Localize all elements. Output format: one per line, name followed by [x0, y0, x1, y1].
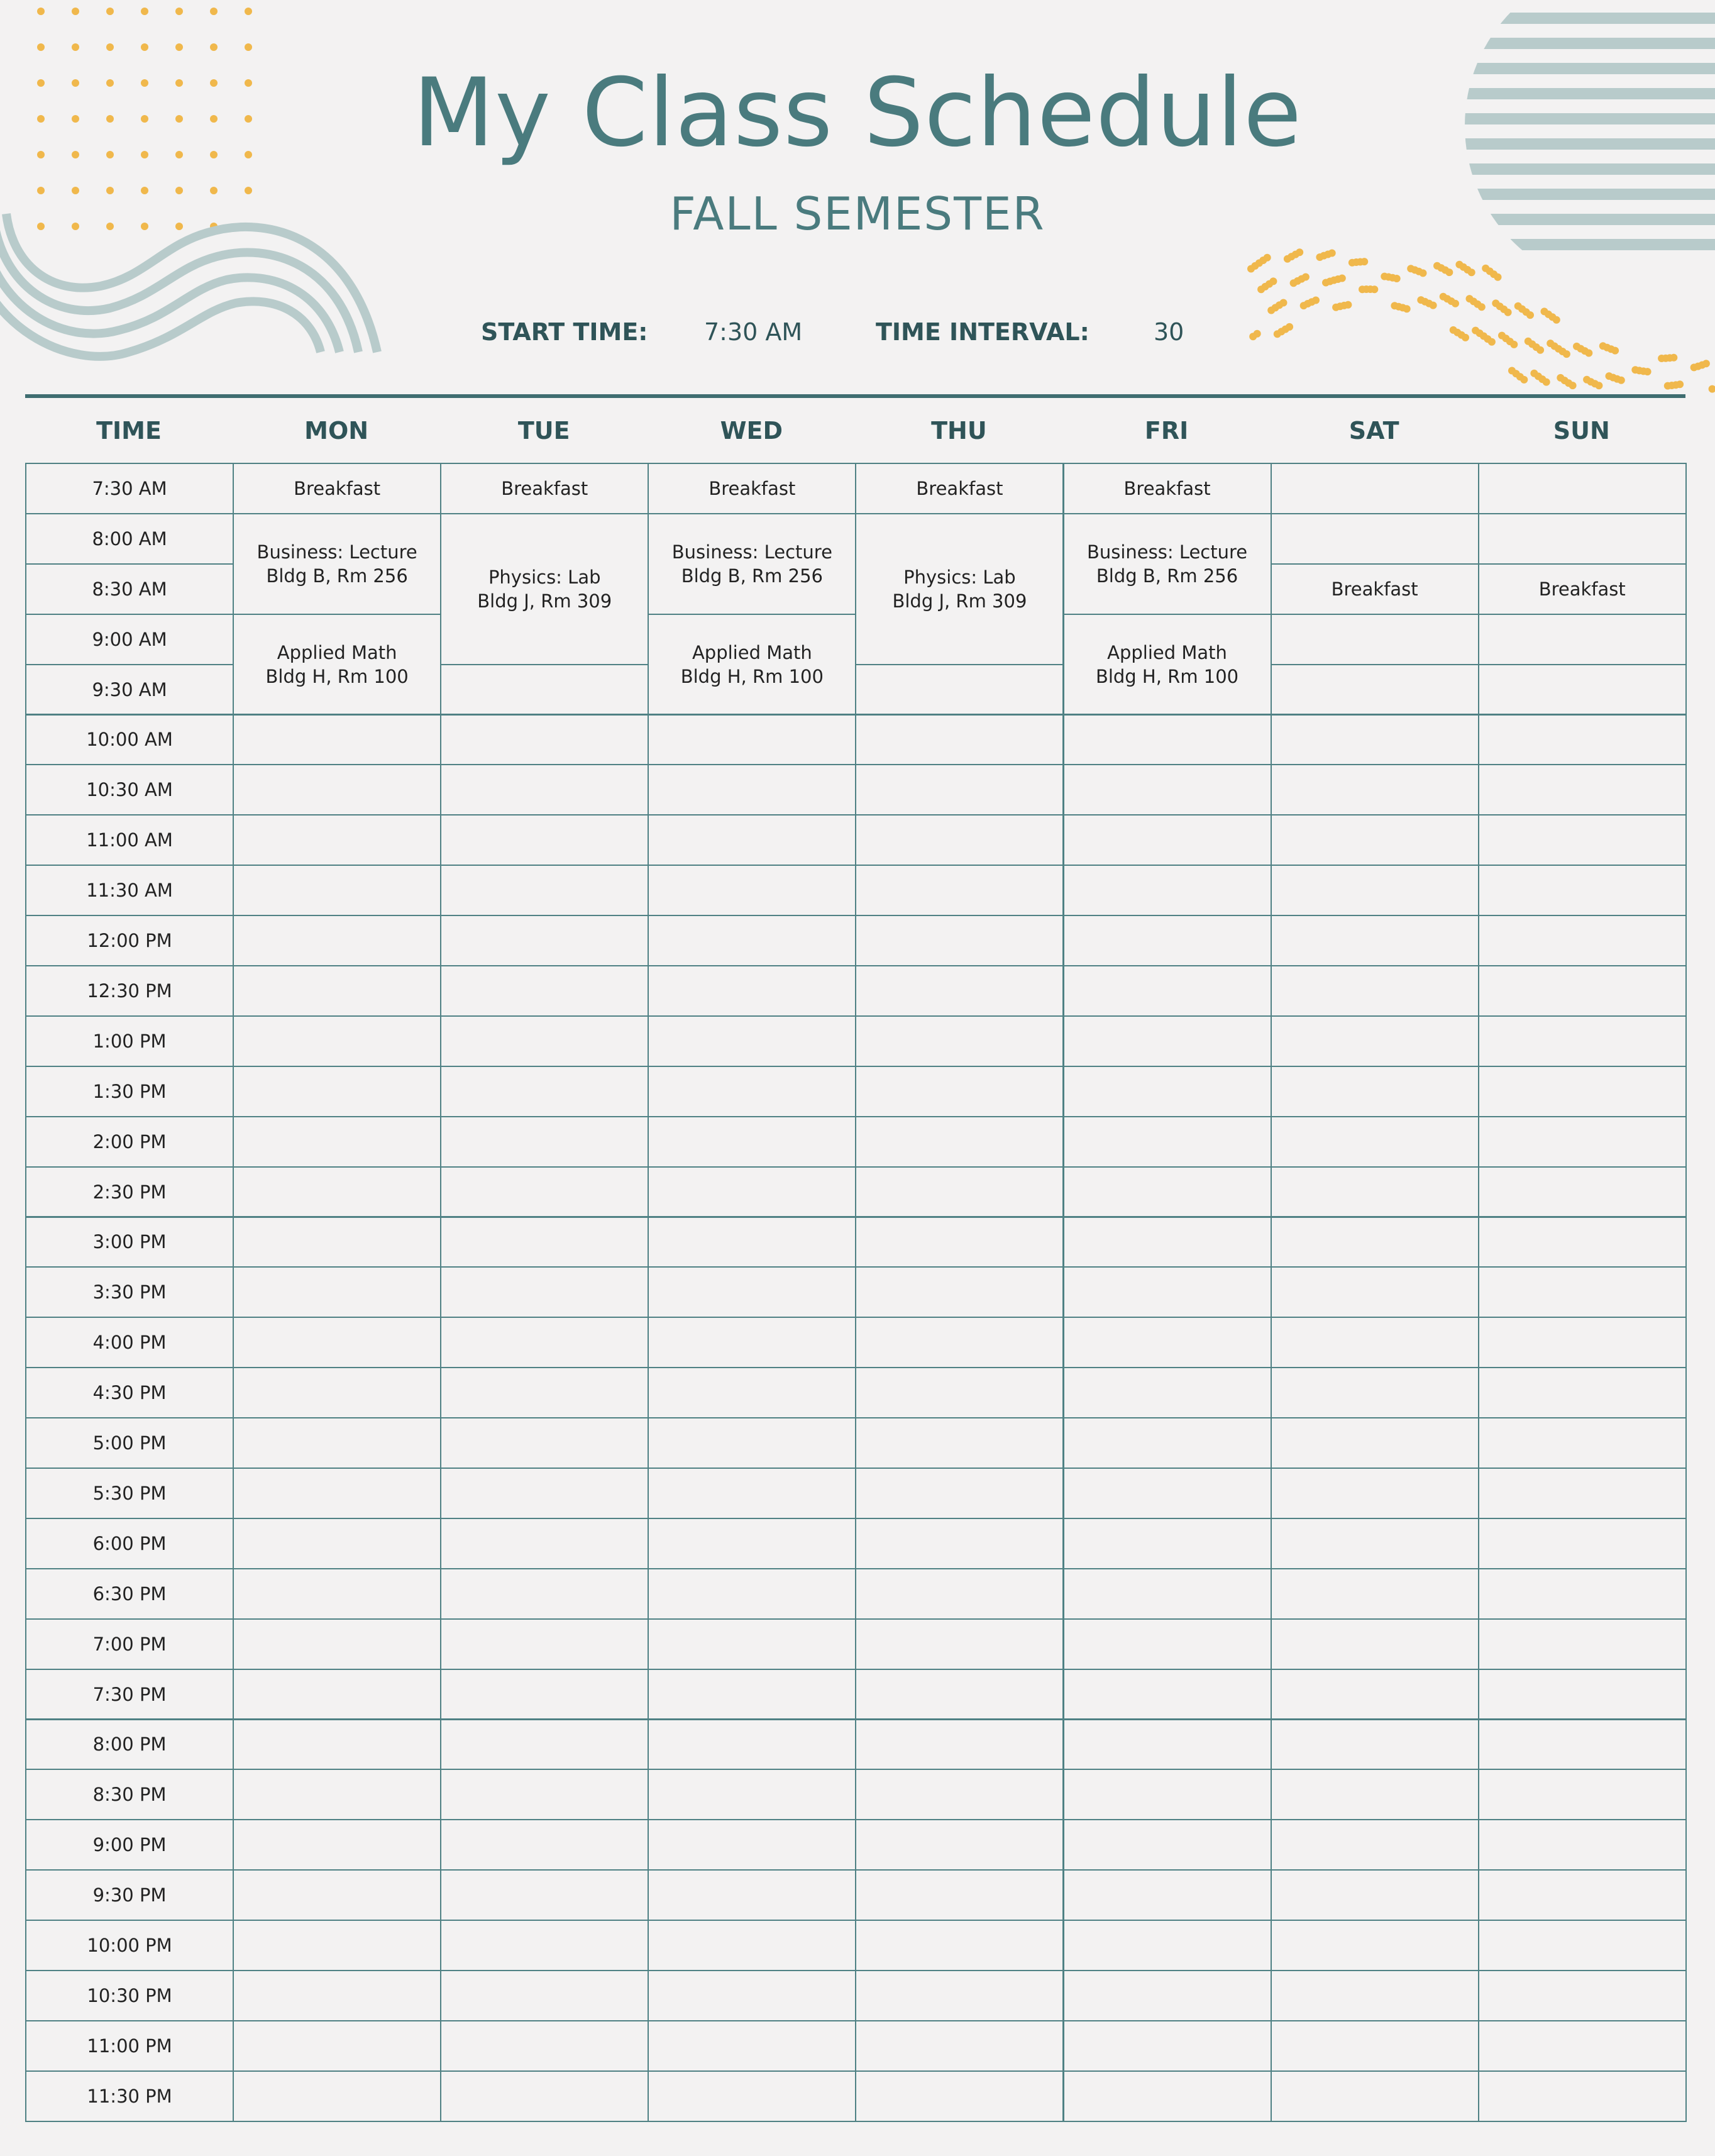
empty-schedule-cell[interactable]: [1271, 1819, 1479, 1871]
schedule-event[interactable]: [1063, 614, 1272, 716]
empty-schedule-cell[interactable]: [440, 1317, 649, 1368]
empty-schedule-cell[interactable]: [648, 1217, 856, 1268]
empty-schedule-cell[interactable]: [855, 1266, 1064, 1318]
empty-schedule-cell[interactable]: [648, 1066, 856, 1117]
column-header-time: TIME: [96, 417, 162, 445]
empty-schedule-cell[interactable]: [855, 1769, 1064, 1820]
empty-schedule-cell[interactable]: [1478, 814, 1687, 866]
empty-schedule-cell[interactable]: [233, 1468, 441, 1519]
empty-schedule-cell[interactable]: [1478, 1417, 1687, 1469]
empty-schedule-cell[interactable]: [855, 865, 1064, 916]
event-title: Physics: Lab: [488, 566, 601, 588]
schedule-event[interactable]: [1063, 463, 1272, 514]
time-slot-label: 10:00 PM: [25, 1920, 234, 1971]
empty-schedule-cell[interactable]: [1271, 1468, 1479, 1519]
page-subtitle: FALL SEMESTER: [670, 187, 1045, 240]
empty-schedule-cell[interactable]: [440, 1618, 649, 1670]
empty-schedule-cell[interactable]: [440, 1367, 649, 1418]
empty-schedule-cell[interactable]: [1271, 1518, 1479, 1569]
empty-schedule-cell[interactable]: [648, 2020, 856, 2072]
empty-schedule-cell[interactable]: [1063, 1518, 1272, 1569]
empty-schedule-cell[interactable]: [855, 1920, 1064, 1971]
empty-schedule-cell[interactable]: [233, 1819, 441, 1871]
event-location: Bldg H, Rm 100: [265, 665, 409, 687]
empty-schedule-cell[interactable]: [648, 1970, 856, 2021]
empty-schedule-cell[interactable]: [855, 1468, 1064, 1519]
empty-schedule-cell[interactable]: [1063, 1920, 1272, 1971]
start-time-value[interactable]: 7:30 AM: [704, 318, 803, 346]
empty-schedule-cell[interactable]: [648, 1367, 856, 1418]
empty-schedule-cell[interactable]: [1271, 1568, 1479, 1620]
schedule-event[interactable]: [233, 513, 441, 615]
empty-schedule-cell[interactable]: [1063, 965, 1272, 1017]
empty-schedule-cell[interactable]: [1478, 1769, 1687, 1820]
event-title: Breakfast: [916, 477, 1003, 499]
empty-schedule-cell[interactable]: [440, 1015, 649, 1067]
empty-schedule-cell[interactable]: [233, 1869, 441, 1921]
event-title: Breakfast: [1123, 477, 1211, 499]
empty-schedule-cell[interactable]: [855, 965, 1064, 1017]
empty-schedule-cell[interactable]: [855, 915, 1064, 966]
empty-schedule-cell[interactable]: [1063, 814, 1272, 866]
empty-schedule-cell[interactable]: [1063, 1719, 1272, 1771]
empty-schedule-cell[interactable]: [440, 1166, 649, 1218]
empty-schedule-cell[interactable]: [440, 2020, 649, 2072]
time-slot-label: 9:30 AM: [25, 664, 234, 716]
empty-schedule-cell[interactable]: [1478, 714, 1687, 766]
empty-schedule-cell[interactable]: [648, 764, 856, 815]
schedule-event[interactable]: [440, 513, 649, 665]
empty-schedule-cell[interactable]: [1063, 1417, 1272, 1469]
empty-schedule-cell[interactable]: [1271, 965, 1479, 1017]
empty-schedule-cell[interactable]: [1271, 1266, 1479, 1318]
empty-schedule-cell[interactable]: [855, 1066, 1064, 1117]
empty-schedule-cell[interactable]: [855, 1116, 1064, 1168]
empty-schedule-cell[interactable]: [1478, 1266, 1687, 1318]
event-location: Bldg B, Rm 256: [681, 565, 823, 587]
empty-schedule-cell[interactable]: [1063, 1970, 1272, 2021]
empty-schedule-cell[interactable]: [1478, 1518, 1687, 1569]
time-slot-label: 11:00 AM: [25, 814, 234, 866]
empty-schedule-cell[interactable]: [440, 1266, 649, 1318]
empty-schedule-cell[interactable]: [1271, 764, 1479, 815]
empty-schedule-cell[interactable]: [233, 1217, 441, 1268]
empty-schedule-cell[interactable]: [1271, 865, 1479, 916]
event-location: Bldg H, Rm 100: [680, 665, 824, 687]
column-header-thu: THU: [931, 417, 987, 445]
event-location: Bldg J, Rm 309: [477, 590, 612, 612]
empty-schedule-cell[interactable]: [1478, 915, 1687, 966]
time-slot-label: 8:00 AM: [25, 513, 234, 565]
empty-schedule-cell[interactable]: [648, 1518, 856, 1569]
event-title: Breakfast: [1331, 578, 1418, 600]
empty-schedule-cell[interactable]: [440, 1719, 649, 1771]
empty-schedule-cell[interactable]: [233, 2020, 441, 2072]
empty-schedule-cell[interactable]: [648, 1669, 856, 1720]
time-slot-label: 4:00 PM: [25, 1317, 234, 1368]
empty-schedule-cell[interactable]: [1271, 1015, 1479, 1067]
empty-schedule-cell[interactable]: [233, 1518, 441, 1569]
empty-schedule-cell[interactable]: [1271, 915, 1479, 966]
empty-schedule-cell[interactable]: [1271, 714, 1479, 766]
time-slot-label: 3:00 PM: [25, 1217, 234, 1268]
time-slot-label: 6:30 PM: [25, 1568, 234, 1620]
empty-schedule-cell[interactable]: [855, 1317, 1064, 1368]
time-slot-label: 11:30 AM: [25, 865, 234, 916]
empty-schedule-cell[interactable]: [1271, 814, 1479, 866]
time-slot-label: 7:00 PM: [25, 1618, 234, 1670]
event-title: Business: Lecture: [671, 541, 832, 563]
empty-schedule-cell[interactable]: [440, 1769, 649, 1820]
column-header-fri: FRI: [1144, 417, 1189, 445]
empty-schedule-cell[interactable]: [648, 1618, 856, 1670]
empty-schedule-cell[interactable]: [233, 1568, 441, 1620]
empty-schedule-cell[interactable]: [1271, 2020, 1479, 2072]
column-header-wed: WED: [720, 417, 783, 445]
time-slot-label: 9:00 AM: [25, 614, 234, 665]
empty-schedule-cell[interactable]: [1063, 2070, 1272, 2122]
empty-schedule-cell[interactable]: [648, 1417, 856, 1469]
empty-schedule-cell[interactable]: [1478, 1468, 1687, 1519]
empty-schedule-cell[interactable]: [648, 1819, 856, 1871]
empty-schedule-cell[interactable]: [233, 865, 441, 916]
empty-schedule-cell[interactable]: [1063, 1468, 1272, 1519]
empty-schedule-cell[interactable]: [233, 1719, 441, 1771]
empty-schedule-cell[interactable]: [440, 1468, 649, 1519]
schedule-event[interactable]: [648, 463, 856, 514]
column-header-mon: MON: [304, 417, 369, 445]
event-location: Bldg H, Rm 100: [1095, 665, 1239, 687]
empty-schedule-cell[interactable]: [1063, 1568, 1272, 1620]
empty-schedule-cell[interactable]: [1478, 1869, 1687, 1921]
empty-schedule-cell[interactable]: [1478, 1166, 1687, 1218]
empty-schedule-cell[interactable]: [233, 1769, 441, 1820]
empty-schedule-cell[interactable]: [1063, 1669, 1272, 1720]
empty-schedule-cell[interactable]: [1063, 915, 1272, 966]
time-slot-label: 12:00 PM: [25, 915, 234, 966]
time-slot-label: 11:00 PM: [25, 2020, 234, 2072]
empty-schedule-cell[interactable]: [233, 1417, 441, 1469]
time-slot-label: 8:30 PM: [25, 1769, 234, 1820]
event-title: Applied Math: [1107, 641, 1227, 663]
empty-schedule-cell[interactable]: [1063, 1618, 1272, 1670]
empty-schedule-cell[interactable]: [855, 1518, 1064, 1569]
empty-schedule-cell[interactable]: [233, 1116, 441, 1168]
empty-schedule-cell[interactable]: [855, 1217, 1064, 1268]
empty-schedule-cell[interactable]: [648, 714, 856, 766]
event-title: Breakfast: [1538, 578, 1626, 600]
time-slot-label: 6:00 PM: [25, 1518, 234, 1569]
empty-schedule-cell[interactable]: [648, 1266, 856, 1318]
empty-schedule-cell[interactable]: [1478, 1669, 1687, 1720]
empty-schedule-cell[interactable]: [855, 1719, 1064, 1771]
column-header-sat: SAT: [1348, 417, 1399, 445]
time-slot-label: 4:30 PM: [25, 1367, 234, 1418]
empty-schedule-cell[interactable]: [440, 1819, 649, 1871]
time-interval-label: TIME INTERVAL:: [876, 318, 1089, 346]
empty-schedule-cell[interactable]: [648, 1869, 856, 1921]
empty-schedule-cell[interactable]: [648, 1116, 856, 1168]
empty-schedule-cell[interactable]: [1063, 1769, 1272, 1820]
empty-schedule-cell[interactable]: [1271, 1618, 1479, 1670]
empty-schedule-cell[interactable]: [440, 965, 649, 1017]
empty-schedule-cell[interactable]: [233, 714, 441, 766]
empty-schedule-cell[interactable]: [855, 1568, 1064, 1620]
empty-schedule-cell[interactable]: [855, 1417, 1064, 1469]
time-slot-label: 9:00 PM: [25, 1819, 234, 1871]
start-time-label: START TIME:: [481, 318, 648, 346]
event-location: Bldg J, Rm 309: [892, 590, 1027, 612]
empty-schedule-cell[interactable]: [855, 1970, 1064, 2021]
empty-schedule-cell[interactable]: [1478, 463, 1687, 514]
empty-schedule-cell[interactable]: [648, 1015, 856, 1067]
empty-schedule-cell[interactable]: [1478, 2020, 1687, 2072]
empty-schedule-cell[interactable]: [855, 764, 1064, 815]
schedule-event[interactable]: [1271, 563, 1479, 615]
empty-schedule-cell[interactable]: [1478, 1970, 1687, 2021]
empty-schedule-cell[interactable]: [440, 915, 649, 966]
empty-schedule-cell[interactable]: [440, 1869, 649, 1921]
empty-schedule-cell[interactable]: [1478, 664, 1687, 716]
time-slot-label: 8:30 AM: [25, 563, 234, 615]
empty-schedule-cell[interactable]: [648, 1568, 856, 1620]
time-slot-label: 5:00 PM: [25, 1417, 234, 1469]
empty-schedule-cell[interactable]: [440, 764, 649, 815]
empty-schedule-cell[interactable]: [1063, 1116, 1272, 1168]
empty-schedule-cell[interactable]: [233, 1266, 441, 1318]
empty-schedule-cell[interactable]: [440, 714, 649, 766]
event-title: Business: Lecture: [1086, 541, 1248, 563]
event-title: Breakfast: [294, 477, 381, 499]
event-location: Bldg B, Rm 256: [266, 565, 408, 587]
empty-schedule-cell[interactable]: [1478, 1317, 1687, 1368]
empty-schedule-cell[interactable]: [855, 714, 1064, 766]
empty-schedule-cell[interactable]: [1063, 1015, 1272, 1067]
empty-schedule-cell[interactable]: [233, 1317, 441, 1368]
empty-schedule-cell[interactable]: [1271, 1669, 1479, 1720]
empty-schedule-cell[interactable]: [855, 1618, 1064, 1670]
empty-schedule-cell[interactable]: [1478, 1568, 1687, 1620]
empty-schedule-cell[interactable]: [440, 1066, 649, 1117]
empty-schedule-cell[interactable]: [1271, 1217, 1479, 1268]
time-slot-label: 1:30 PM: [25, 1066, 234, 1117]
empty-schedule-cell[interactable]: [1271, 1869, 1479, 1921]
empty-schedule-cell[interactable]: [648, 2070, 856, 2122]
time-slot-label: 3:30 PM: [25, 1266, 234, 1318]
empty-schedule-cell[interactable]: [1478, 2070, 1687, 2122]
empty-schedule-cell[interactable]: [1478, 865, 1687, 916]
event-title: Applied Math: [277, 641, 397, 663]
empty-schedule-cell[interactable]: [1063, 714, 1272, 766]
empty-schedule-cell[interactable]: [233, 1066, 441, 1117]
empty-schedule-cell[interactable]: [1271, 1769, 1479, 1820]
empty-schedule-cell[interactable]: [1063, 2020, 1272, 2072]
empty-schedule-cell[interactable]: [648, 1769, 856, 1820]
empty-schedule-cell[interactable]: [1478, 1719, 1687, 1771]
empty-schedule-cell[interactable]: [1063, 1819, 1272, 1871]
empty-schedule-cell[interactable]: [1271, 1066, 1479, 1117]
empty-schedule-cell[interactable]: [1063, 1166, 1272, 1218]
empty-schedule-cell[interactable]: [233, 1166, 441, 1218]
empty-schedule-cell[interactable]: [1063, 1317, 1272, 1368]
empty-schedule-cell[interactable]: [855, 2020, 1064, 2072]
empty-schedule-cell[interactable]: [1271, 463, 1479, 514]
time-slot-label: 12:30 PM: [25, 965, 234, 1017]
empty-schedule-cell[interactable]: [233, 1015, 441, 1067]
empty-schedule-cell[interactable]: [440, 1116, 649, 1168]
empty-schedule-cell[interactable]: [855, 664, 1064, 716]
schedule-event[interactable]: [233, 614, 441, 716]
empty-schedule-cell[interactable]: [440, 1217, 649, 1268]
empty-schedule-cell[interactable]: [648, 1719, 856, 1771]
empty-schedule-cell[interactable]: [1478, 1819, 1687, 1871]
event-title: Business: Lecture: [256, 541, 417, 563]
event-title: Breakfast: [501, 477, 588, 499]
empty-schedule-cell[interactable]: [440, 1669, 649, 1720]
empty-schedule-cell[interactable]: [440, 1417, 649, 1469]
empty-schedule-cell[interactable]: [648, 915, 856, 966]
empty-schedule-cell[interactable]: [1478, 764, 1687, 815]
empty-schedule-cell[interactable]: [855, 1869, 1064, 1921]
empty-schedule-cell[interactable]: [855, 814, 1064, 866]
empty-schedule-cell[interactable]: [1478, 1015, 1687, 1067]
empty-schedule-cell[interactable]: [855, 1166, 1064, 1218]
empty-schedule-cell[interactable]: [233, 1367, 441, 1418]
schedule-event[interactable]: [440, 463, 649, 514]
empty-schedule-cell[interactable]: [1478, 965, 1687, 1017]
schedule-event[interactable]: [1063, 513, 1272, 615]
empty-schedule-cell[interactable]: [1478, 1618, 1687, 1670]
empty-schedule-cell[interactable]: [440, 2070, 649, 2122]
empty-schedule-cell[interactable]: [855, 1669, 1064, 1720]
empty-schedule-cell[interactable]: [1063, 1266, 1272, 1318]
time-slot-label: 11:30 PM: [25, 2070, 234, 2122]
time-slot-label: 10:30 AM: [25, 764, 234, 815]
empty-schedule-cell[interactable]: [648, 1166, 856, 1218]
empty-schedule-cell[interactable]: [1271, 1920, 1479, 1971]
event-title: Physics: Lab: [903, 566, 1016, 588]
time-slot-label: 1:00 PM: [25, 1015, 234, 1067]
empty-schedule-cell[interactable]: [1478, 1920, 1687, 1971]
empty-schedule-cell[interactable]: [855, 1015, 1064, 1067]
empty-schedule-cell[interactable]: [233, 1669, 441, 1720]
empty-schedule-cell[interactable]: [648, 1468, 856, 1519]
empty-schedule-cell[interactable]: [648, 1920, 856, 1971]
time-interval-value[interactable]: 30: [1154, 318, 1184, 346]
empty-schedule-cell[interactable]: [1271, 1719, 1479, 1771]
empty-schedule-cell[interactable]: [1271, 1367, 1479, 1418]
schedule-event[interactable]: [1478, 563, 1687, 615]
empty-schedule-cell[interactable]: [233, 1920, 441, 1971]
empty-schedule-cell[interactable]: [233, 764, 441, 815]
empty-schedule-cell[interactable]: [1478, 614, 1687, 665]
empty-schedule-cell[interactable]: [233, 965, 441, 1017]
empty-schedule-cell[interactable]: [233, 2070, 441, 2122]
empty-schedule-cell[interactable]: [1271, 614, 1479, 665]
schedule-event[interactable]: [648, 614, 856, 716]
empty-schedule-cell[interactable]: [1478, 513, 1687, 565]
time-slot-label: 2:00 PM: [25, 1116, 234, 1168]
event-title: Applied Math: [692, 641, 812, 663]
time-slot-label: 2:30 PM: [25, 1166, 234, 1218]
time-slot-label: 8:00 PM: [25, 1719, 234, 1771]
column-header-sun: SUN: [1553, 417, 1610, 445]
empty-schedule-cell[interactable]: [233, 814, 441, 866]
time-slot-label: 10:00 AM: [25, 714, 234, 766]
empty-schedule-cell[interactable]: [440, 1970, 649, 2021]
empty-schedule-cell[interactable]: [855, 2070, 1064, 2122]
empty-schedule-cell[interactable]: [1271, 1317, 1479, 1368]
empty-schedule-cell[interactable]: [1478, 1066, 1687, 1117]
empty-schedule-cell[interactable]: [233, 1970, 441, 2021]
empty-schedule-cell[interactable]: [648, 865, 856, 916]
time-slot-label: 9:30 PM: [25, 1869, 234, 1921]
schedule-event[interactable]: [233, 463, 441, 514]
empty-schedule-cell[interactable]: [1271, 2070, 1479, 2122]
empty-schedule-cell[interactable]: [440, 664, 649, 716]
empty-schedule-cell[interactable]: [648, 1317, 856, 1368]
schedule-event[interactable]: [855, 463, 1064, 514]
empty-schedule-cell[interactable]: [1063, 1217, 1272, 1268]
empty-schedule-cell[interactable]: [440, 865, 649, 916]
empty-schedule-cell[interactable]: [648, 965, 856, 1017]
empty-schedule-cell[interactable]: [233, 1618, 441, 1670]
schedule-event[interactable]: [648, 513, 856, 615]
time-slot-label: 7:30 AM: [25, 463, 234, 514]
empty-schedule-cell[interactable]: [1063, 764, 1272, 815]
empty-schedule-cell[interactable]: [1271, 1166, 1479, 1218]
empty-schedule-cell[interactable]: [440, 1920, 649, 1971]
schedule-event[interactable]: [855, 513, 1064, 665]
event-location: Bldg B, Rm 256: [1096, 565, 1238, 587]
empty-schedule-cell[interactable]: [1063, 1066, 1272, 1117]
empty-schedule-cell[interactable]: [1271, 513, 1479, 565]
empty-schedule-cell[interactable]: [1271, 1970, 1479, 2021]
empty-schedule-cell[interactable]: [233, 915, 441, 966]
time-slot-label: 10:30 PM: [25, 1970, 234, 2021]
column-header-tue: TUE: [517, 417, 570, 445]
time-slot-label: 5:30 PM: [25, 1468, 234, 1519]
empty-schedule-cell[interactable]: [1271, 1116, 1479, 1168]
empty-schedule-cell[interactable]: [1063, 865, 1272, 916]
time-slot-label: 7:30 PM: [25, 1669, 234, 1720]
empty-schedule-cell[interactable]: [440, 814, 649, 866]
event-title: Breakfast: [709, 477, 796, 499]
empty-schedule-cell[interactable]: [1478, 1367, 1687, 1418]
empty-schedule-cell[interactable]: [440, 1518, 649, 1569]
empty-schedule-cell[interactable]: [1271, 1417, 1479, 1469]
empty-schedule-cell[interactable]: [855, 1367, 1064, 1418]
empty-schedule-cell[interactable]: [440, 1568, 649, 1620]
empty-schedule-cell[interactable]: [855, 1819, 1064, 1871]
empty-schedule-cell[interactable]: [1478, 1116, 1687, 1168]
empty-schedule-cell[interactable]: [1478, 1217, 1687, 1268]
empty-schedule-cell[interactable]: [1063, 1367, 1272, 1418]
page-title: My Class Schedule: [412, 58, 1303, 168]
empty-schedule-cell[interactable]: [1271, 664, 1479, 716]
empty-schedule-cell[interactable]: [1063, 1869, 1272, 1921]
empty-schedule-cell[interactable]: [648, 814, 856, 866]
